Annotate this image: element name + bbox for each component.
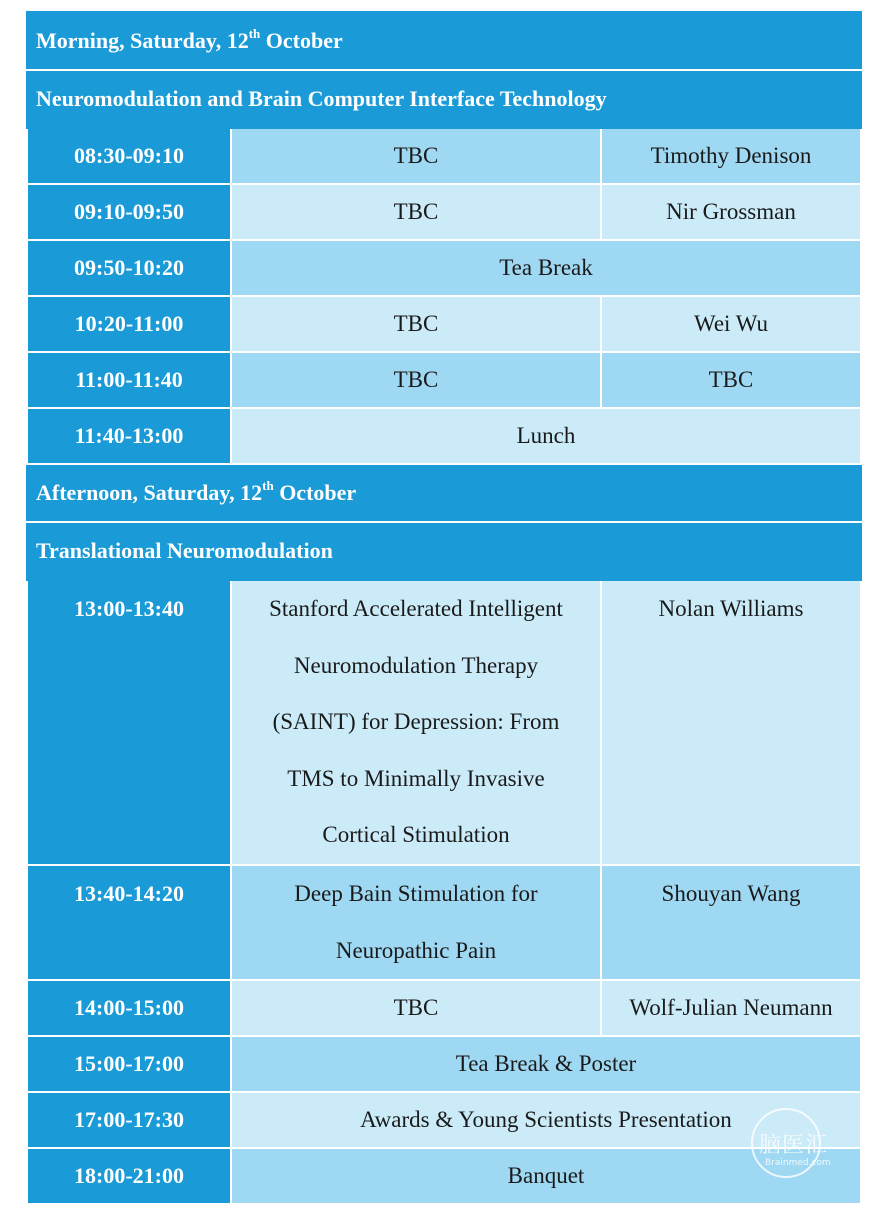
time-cell: 09:10-09:50 (27, 184, 231, 240)
time-cell: 17:00-17:30 (27, 1092, 231, 1148)
table-row (27, 580, 861, 865)
table-row (27, 352, 861, 408)
event-cell: Tea Break (231, 240, 861, 296)
event-cell: Tea Break & Poster (231, 1036, 861, 1092)
table-row (27, 240, 861, 296)
event-cell: Banquet (231, 1148, 861, 1204)
morning-session-row (27, 70, 861, 128)
watermark-subtext: Brainmed.com (765, 1158, 831, 1168)
title-line: Neuropathic Pain (335, 937, 497, 963)
table-row (27, 128, 861, 184)
title-cell (231, 865, 601, 980)
title-line: (SAINT) for Depression: From (272, 709, 560, 735)
time-cell: 11:00-11:40 (27, 352, 231, 408)
morning-heading-row (27, 12, 861, 70)
event-cell: Lunch (231, 408, 861, 464)
time-cell: 13:00-13:40 (27, 580, 231, 865)
watermark-text: 脑医汇 (759, 1133, 829, 1158)
speaker-cell: Nir Grossman (601, 184, 861, 240)
afternoon-session-title: Translational Neuromodulation (27, 522, 861, 580)
title-cell: TBC (231, 296, 601, 352)
watermark-logo (751, 1108, 861, 1188)
title-line: TMS to Minimally Invasive (287, 765, 545, 791)
time-cell: 15:00-17:00 (27, 1036, 231, 1092)
title-cell: TBC (231, 128, 601, 184)
title-line: Cortical Stimulation (322, 822, 510, 848)
schedule-table (26, 11, 862, 1205)
afternoon-heading: Afternoon, Saturday, 12th October (27, 464, 861, 522)
speaker-cell: TBC (601, 352, 861, 408)
speaker-cell: Shouyan Wang (601, 865, 861, 980)
table-row (27, 184, 861, 240)
title-line: Stanford Accelerated Intelligent (269, 596, 563, 621)
time-cell: 13:40-14:20 (27, 865, 231, 980)
speaker-cell: Nolan Williams (601, 580, 861, 865)
speaker-cell: Wolf-Julian Neumann (601, 980, 861, 1036)
afternoon-heading-row (27, 464, 861, 522)
title-cell: TBC (231, 980, 601, 1036)
time-cell: 09:50-10:20 (27, 240, 231, 296)
table-row (27, 1036, 861, 1092)
morning-heading: Morning, Saturday, 12th October (27, 12, 861, 70)
title-cell: TBC (231, 184, 601, 240)
time-cell: 18:00-21:00 (27, 1148, 231, 1204)
morning-session-title: Neuromodulation and Brain Computer Interface Technology (27, 70, 861, 128)
afternoon-session-row (27, 522, 861, 580)
event-cell: Awards & Young Scientists Presentation (231, 1092, 861, 1148)
title-line: Deep Bain Stimulation for (294, 880, 538, 906)
time-cell: 10:20-11:00 (27, 296, 231, 352)
title-cell (231, 580, 601, 865)
table-row (27, 296, 861, 352)
table-row (27, 865, 861, 980)
speaker-cell: Wei Wu (601, 296, 861, 352)
table-row (27, 1148, 861, 1204)
speaker-cell: Timothy Denison (601, 128, 861, 184)
title-line: Neuromodulation Therapy (293, 652, 539, 678)
title-cell: TBC (231, 352, 601, 408)
table-row (27, 408, 861, 464)
table-row (27, 1092, 861, 1148)
time-cell: 11:40-13:00 (27, 408, 231, 464)
time-cell: 08:30-09:10 (27, 128, 231, 184)
table-row (27, 980, 861, 1036)
time-cell: 14:00-15:00 (27, 980, 231, 1036)
